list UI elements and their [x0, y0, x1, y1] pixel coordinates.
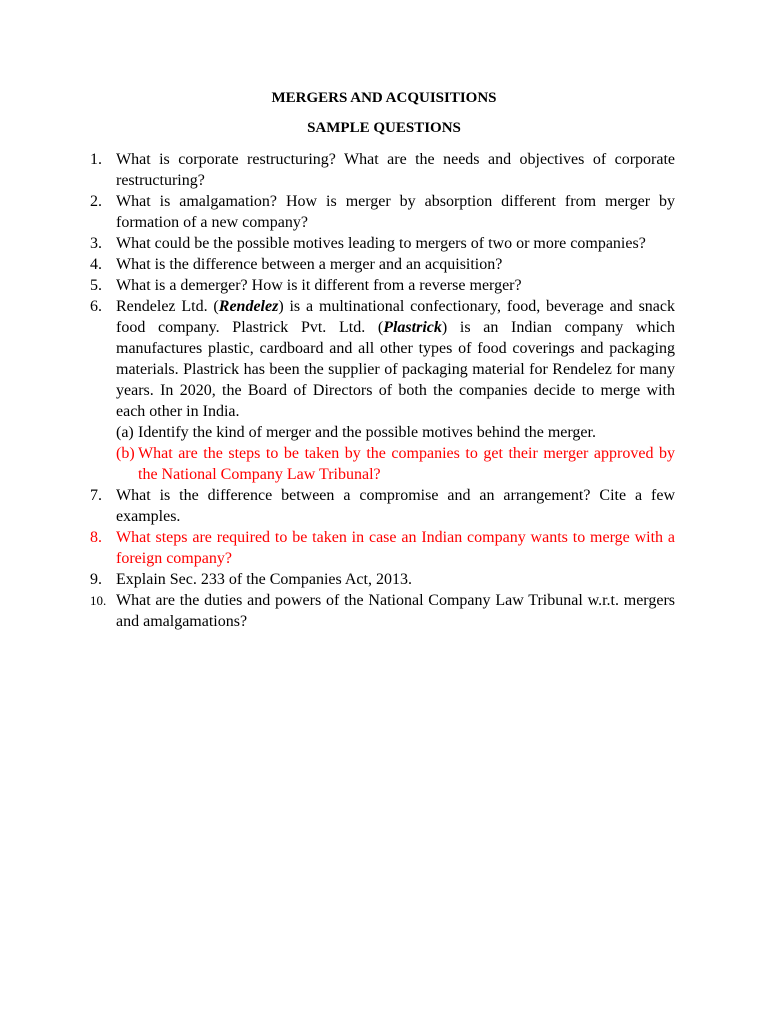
- case-text-part: Rendelez Ltd. (: [116, 298, 219, 315]
- sub-question-text: What are the steps to be taken by the companies to get their merger approved by the National Company Law Tribunal?: [138, 445, 675, 483]
- question-text: What steps are required to be taken in case an Indian company wants to merge with a foreign company?: [116, 529, 675, 567]
- case-text-part: ) is an Indian company which manufactures plastic, cardboard and all other types of food coverings and packaging materials. Plastrick has been the supplier of packaging material for Rendelez for many years. In 2020, the Board of Directors of both the companies decide to merge with each other in India.: [116, 319, 675, 420]
- question-number: 8.: [90, 529, 102, 546]
- sub-question-b: [116, 443, 675, 485]
- question-number: 2.: [90, 193, 102, 210]
- question-list: [90, 149, 675, 632]
- question-text: What is the difference between a merger and an acquisition?: [116, 256, 503, 273]
- question-number: 10.: [90, 593, 107, 608]
- document-subtitle: SAMPLE QUESTIONS: [307, 120, 461, 136]
- question-item-3: [90, 233, 675, 254]
- question-text: What is amalgamation? How is merger by absorption different from merger by formation of a new company?: [116, 193, 675, 231]
- question-item-5: [90, 275, 675, 296]
- sub-question-label: (b): [116, 445, 135, 462]
- sub-question-label: (a): [116, 424, 134, 441]
- question-text: What are the duties and powers of the National Company Law Tribunal w.r.t. mergers and amalgamations?: [116, 592, 675, 630]
- document-title: MERGERS AND ACQUISITIONS: [271, 90, 497, 106]
- question-number: 7.: [90, 487, 102, 504]
- question-number: 5.: [90, 277, 102, 294]
- question-number: 6.: [90, 298, 102, 315]
- question-text: What is corporate restructuring? What are the needs and objectives of corporate restructuring?: [116, 151, 675, 189]
- question-item-7: [90, 485, 675, 527]
- question-item-10: [90, 590, 675, 632]
- company-name-rendelez: Rendelez: [218, 298, 279, 315]
- sub-question-a: [116, 422, 675, 443]
- question-item-9: [90, 569, 675, 590]
- question-item-1: [90, 149, 675, 191]
- question-number: 1.: [90, 151, 102, 168]
- question-number: 9.: [90, 571, 102, 588]
- company-name-plastrick: Plastrick: [383, 319, 442, 336]
- question-text: Explain Sec. 233 of the Companies Act, 2013.: [116, 571, 412, 588]
- case-text-part: ) is a multinational confectionary, food, beverage and snack food company. Plastrick Pvt. Ltd. (: [116, 298, 675, 336]
- question-number: 3.: [90, 235, 102, 252]
- question-item-6: [90, 296, 675, 485]
- sub-question-text: Identify the kind of merger and the possible motives behind the merger.: [138, 424, 596, 441]
- question-text: What is a demerger? How is it different from a reverse merger?: [116, 277, 522, 294]
- question-item-2: [90, 191, 675, 233]
- question-number: 4.: [90, 256, 102, 273]
- question-item-8: [90, 527, 675, 569]
- question-text: What could be the possible motives leading to mergers of two or more companies?: [116, 235, 646, 252]
- question-item-4: [90, 254, 675, 275]
- question-text: What is the difference between a compromise and an arrangement? Cite a few examples.: [116, 487, 675, 525]
- case-study-text: [116, 298, 675, 420]
